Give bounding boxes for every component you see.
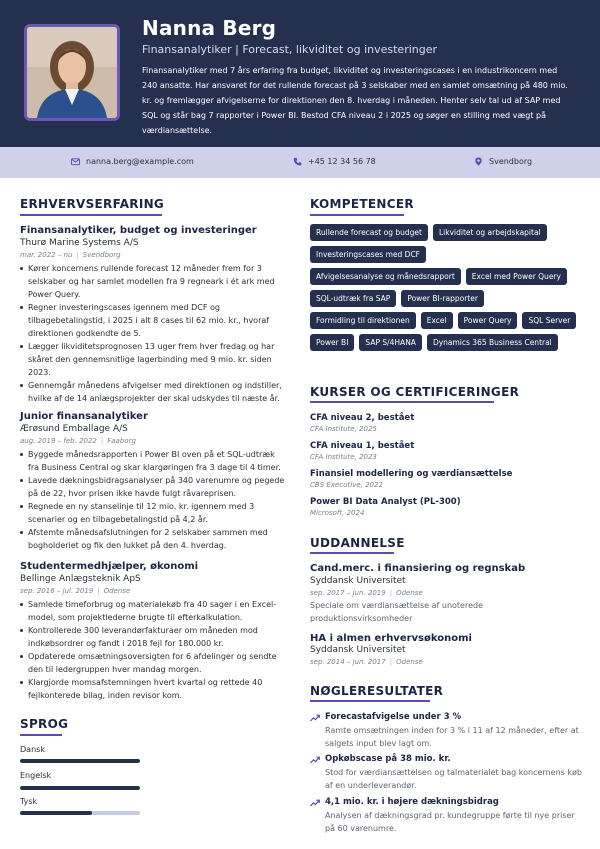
education-dates: sep. 2017 – jun. 2019 [310, 589, 386, 597]
trend-up-icon [310, 756, 320, 764]
skill-tag: Dynamics 365 Business Central [427, 334, 558, 351]
skills-rule [310, 214, 404, 216]
education-meta: sep. 2017 – jun. 2019 | Odense [310, 589, 423, 597]
education-degree: HA i almen erhvervsøkonomi [310, 633, 472, 644]
job-bullet: Regner investeringscases igennem med DCF og tilbagebetalingstid, i 2025 i alt 8 cases til 62 mio. kr., hvoraf direktionen godkendte de 5. [20, 301, 282, 340]
achievement-title: Forecastafvigelse under 3 % [325, 712, 462, 722]
job-dates: aug. 2019 – feb. 2022 [20, 437, 97, 445]
job-meta: aug. 2019 – feb. 2022 | Faaborg [20, 437, 136, 445]
job-dates: sep. 2016 – jul. 2019 [20, 587, 94, 595]
skills-heading: KOMPETENCER [310, 197, 414, 211]
education-school: Syddansk Universitet [310, 576, 406, 586]
skill-tag: Likviditet og arbejdskapital [433, 224, 547, 241]
languages-rule [20, 734, 62, 736]
job-location: Odense [103, 587, 131, 595]
skill-tag: Power BI [310, 334, 354, 351]
job-company: Thurø Marine Systems A/S [20, 238, 139, 248]
language-name: Dansk [20, 745, 45, 754]
job-bullet: Opdaterede omsætningsoversigten for 6 afdelinger og sendte den til ledergruppen hver mandag morgen. [20, 650, 282, 676]
job-bullet: Lægger likviditetsprognosen 13 uger frem hver fredag og har skåret den gennemsnitlige lagerbinding med 9 mio. kr. siden 2023. [20, 340, 282, 379]
education-dates: sep. 2014 – jun. 2017 [310, 658, 386, 666]
job-bullet: Klargjorde momsafstemningen hvert kvartal og rettede 40 fejlkonterede bilag, inden revisor kom. [20, 676, 282, 702]
job-company: Ærøsund Emballage A/S [20, 424, 128, 434]
course-title: Power BI Data Analyst (PL-300) [310, 497, 461, 507]
profile-summary: Finansanalytiker med 7 års erfaring fra budget, likviditet og investeringscases i en industrikoncern med 240 ansatte. Har ansvaret for det rullende forecast på 3 selskaber med en samlet omsætning på 480 mio. kr. og fremlægger afvigelserne for direktionen den 8. hverdag i måneden. Henter selv tal ud af SAP med SQL og står bag 7 rapporter i Power BI. Bestod CFA niveau 2 i 2025 og søger en stilling med vægt på værdiansættelse. [142, 66, 568, 135]
education-rule [310, 552, 394, 554]
skill-tag: Power BI-rapporter [401, 290, 484, 307]
job-bullet: Byggede månedsrapporten i Power BI oven på et SQL-udtræk fra Business Central og skar klargøringen fra 3 dage til 4 timer. [20, 448, 288, 474]
skill-tag: Investeringscases med DCF [310, 246, 426, 263]
candidate-headline: Finansanalytiker | Forecast, likviditet og investeringer [142, 43, 438, 56]
job-meta: mar. 2022 – nu | Svendborg [20, 251, 121, 259]
achievement-description: Analysen af dækningsgrad pr. kundegruppe førte til nye priser på 60 varenumre. [325, 811, 575, 833]
job-location: Svendborg [82, 251, 121, 259]
education-degree: Cand.merc. i finansiering og regnskab [310, 563, 526, 574]
trend-up-icon [310, 714, 320, 722]
contact-location-text: Svendborg [489, 157, 533, 166]
contact-email[interactable] [71, 157, 194, 166]
candidate-name: Nanna Berg [142, 16, 277, 40]
job-title: Studentermedhjælper, økonomi [20, 561, 199, 572]
contact-phone[interactable] [293, 157, 376, 166]
skill-tag: SAP S/4HANA [359, 334, 422, 351]
languages-heading: SPROG [20, 717, 69, 731]
resume-header [0, 0, 600, 147]
contact-phone-text: +45 12 34 56 78 [308, 157, 376, 166]
education-location: Odense [396, 589, 423, 597]
skill-tag: Formidling til direktionen [310, 312, 416, 329]
course-title: CFA niveau 1, bestået [310, 441, 415, 451]
phone-icon [293, 157, 302, 166]
language-level-fill [20, 759, 140, 763]
job-company: Bellinge Anlægsteknik ApS [20, 574, 141, 584]
trend-up-icon [310, 799, 320, 807]
course-title: CFA niveau 2, bestået [310, 413, 415, 423]
job-meta: sep. 2016 – jul. 2019 | Odense [20, 587, 131, 595]
mail-icon [71, 157, 80, 166]
course-issuer: CBS Executive, 2022 [310, 481, 383, 489]
skill-tag: Power Query [458, 312, 518, 329]
language-level-bar [20, 786, 140, 790]
job-bullet: Regnede en ny stanselinje til 12 mio. kr. igennem med 3 scenarier og en tilbagebetalingstid på 4,2 år. [20, 500, 288, 526]
education-heading: UDDANNELSE [310, 536, 405, 550]
job-bullet: Lavede dækningsbidragsanalyser på 340 varenumre og pegede på de 22, hvor prisen ikke havde fulgt råvareprisen. [20, 474, 288, 500]
contact-location [474, 157, 532, 166]
education-school: Syddansk Universitet [310, 645, 406, 655]
achievements-rule [310, 700, 430, 702]
achievement-title: 4,1 mio. kr. i højere dækningsbidrag [325, 797, 499, 807]
skill-tag: Rullende forecast og budget [310, 224, 428, 241]
skill-tag: Afvigelsesanalyse og månedsrapport [310, 268, 461, 285]
courses-rule [310, 401, 494, 403]
experience-rule [20, 214, 162, 216]
job-bullets [20, 598, 282, 702]
education-meta: sep. 2014 – jun. 2017 | Odense [310, 658, 423, 666]
skill-tag: Excel [421, 312, 453, 329]
location-pin-icon [474, 157, 483, 166]
language-name: Engelsk [20, 771, 52, 780]
job-bullet: Afstemte månedsafslutningen for 2 selskaber sammen med bogholderiet og fik den lukket på den 4. hverdag. [20, 526, 288, 552]
education-location: Odense [396, 658, 423, 666]
contact-email-text: nanna.berg@example.com [86, 157, 194, 166]
achievements-heading: NØGLERESULTATER [310, 684, 444, 698]
job-bullets [20, 262, 282, 405]
job-location: Faaborg [107, 437, 136, 445]
course-title: Finansiel modellering og værdiansættelse [310, 469, 513, 479]
skill-tag: SQL Server [522, 312, 576, 329]
job-bullet: Kontrollerede 300 leverandørfakturaer om måneden mod indkøbsordrer og fandt i 2018 fejl for 180.000 kr. [20, 624, 282, 650]
skill-tag: Excel med Power Query [466, 268, 567, 285]
language-level-bar [20, 759, 140, 763]
language-level-fill [20, 811, 92, 815]
language-level-fill [20, 786, 140, 790]
achievement-title: Opkøbscase på 38 mio. kr. [325, 754, 451, 764]
job-bullet: Kører koncernens rullende forecast 12 måneder frem for 3 selskaber og har samlet modellen fra 9 regneark i ét ark med Power Query. [20, 262, 282, 301]
job-title: Finansanalytiker, budget og investeringer [20, 225, 257, 236]
job-bullets [20, 448, 288, 552]
course-issuer: Microsoft, 2024 [310, 509, 365, 517]
experience-heading: ERHVERVSERFARING [20, 197, 165, 211]
skill-tag: SQL-udtræk fra SAP [310, 290, 396, 307]
achievement-description: Ramte omsætningen inden for 3 % i 11 af 12 måneder, efter at salgets input blev lagt om. [325, 726, 579, 748]
profile-photo [24, 24, 120, 121]
job-bullet: Samlede timeforbrug og materialekøb fra 40 sager i en Excel-model, som projektlederne brugte til efterkalkulation. [20, 598, 282, 624]
course-issuer: CFA Institute, 2025 [310, 425, 377, 433]
course-issuer: CFA Institute, 2023 [310, 453, 377, 461]
job-dates: mar. 2022 – nu [20, 251, 73, 259]
education-thesis: Speciale om værdiansættelse af unoterede produktionsvirksomheder [310, 601, 483, 623]
job-title: Junior finansanalytiker [20, 411, 148, 422]
job-bullet: Gennemgår månedens afvigelser med direktionen og indstiller, hvilke af de 14 anlægsprojekter der skal udskydes til næste år. [20, 379, 282, 405]
language-level-bar [20, 811, 140, 815]
courses-heading: KURSER OG CERTIFICERINGER [310, 385, 520, 399]
achievement-description: Stod for værdiansættelsen og talmaterialet bag koncernens køb af en underleverandør. [325, 768, 582, 790]
language-name: Tysk [20, 797, 38, 806]
contact-bar [0, 147, 600, 178]
skills-list [310, 224, 580, 351]
